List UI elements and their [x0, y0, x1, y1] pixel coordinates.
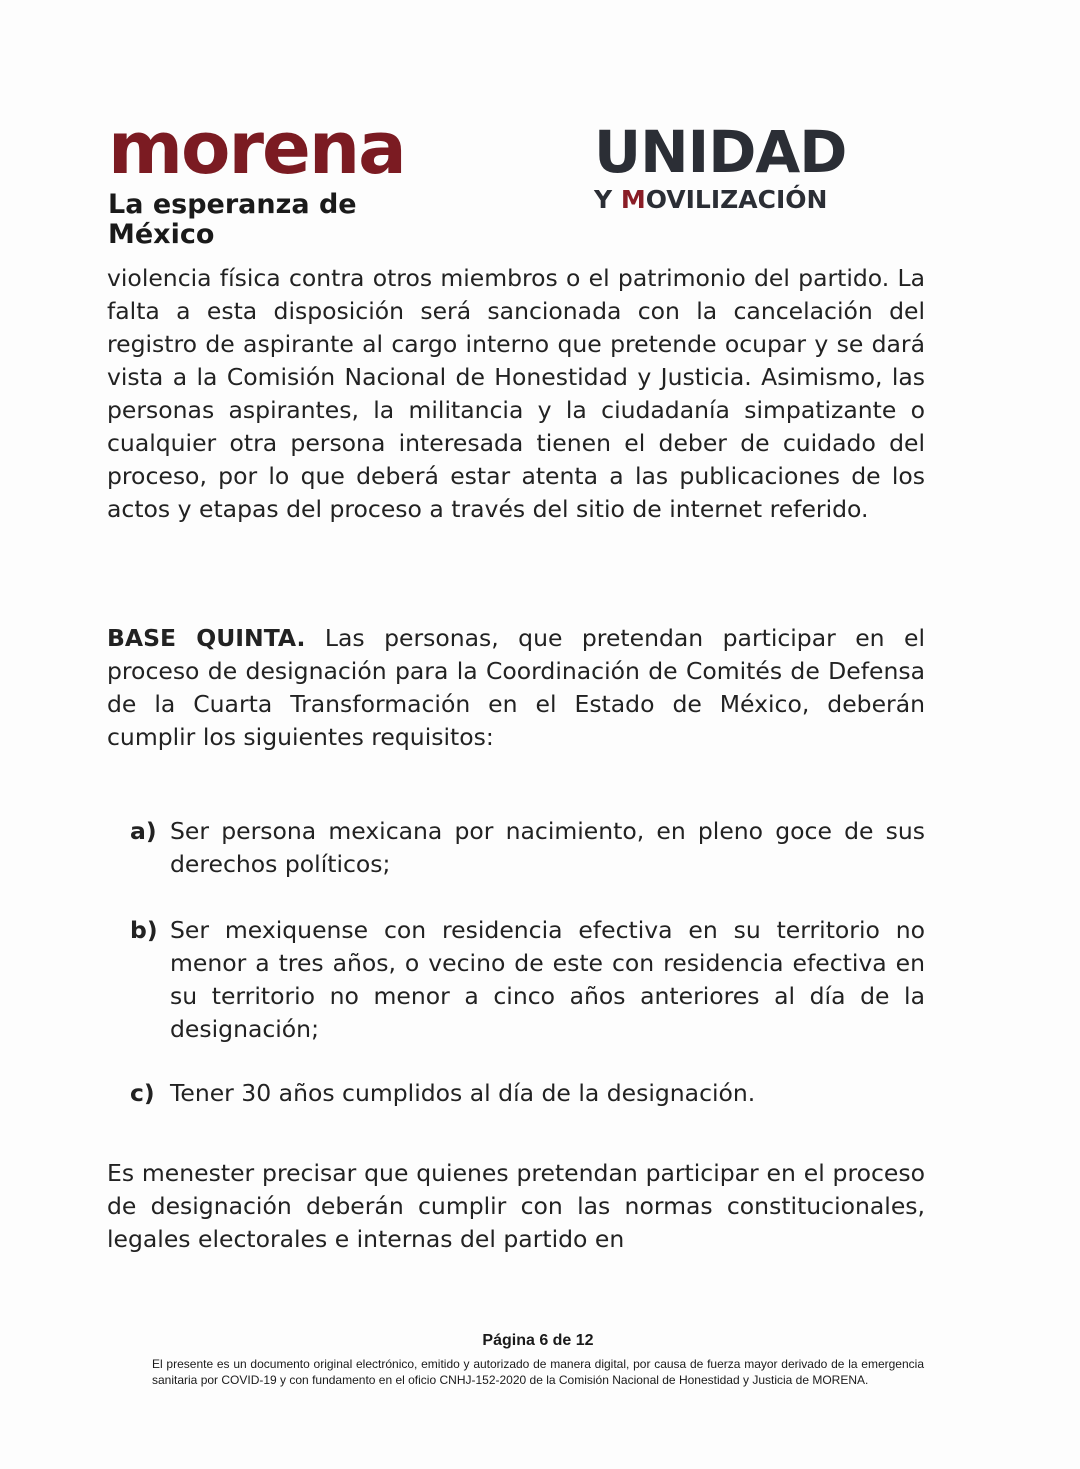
page-footer	[152, 1330, 924, 1388]
list-item	[130, 815, 925, 881]
morena-tagline: La esperanza de México	[108, 189, 357, 250]
list-item-marker: b)	[130, 916, 158, 944]
movilizacion-rest: OVILIZACIÓN	[645, 185, 828, 214]
list-item-marker: a)	[130, 817, 157, 845]
closing-paragraph: Es menester precisar que quienes pretendan participar en el proceso de designación deberán cumplir con las normas constitucionales, legales electorales e internas del partido en	[107, 1159, 925, 1253]
movilizacion-prefix: Y	[594, 185, 621, 214]
unidad-movilizacion-logo	[594, 118, 884, 214]
continuation-paragraph: violencia física contra otros miembros o el patrimonio del partido. La falta a esta disposición será sancionada con la cancelación del registro de aspirante al cargo interno que pretende ocupar y se dará vista a la Comisión Nacional de Honestidad y Justicia. Asimismo, las personas aspirantes, la militancia y la ciudadanía simpatizante o cualquier otra persona interesada tienen el deber de cuidado del proceso, por lo que deberá estar atenta a las publicaciones de los actos y etapas del proceso a través del sitio de internet referido.	[107, 264, 925, 523]
footer-disclaimer: El presente es un documento original electrónico, emitido y autorizado de manera digital, por causa de fuerza mayor derivado de la emergencia sanitaria por COVID-19 y con fundamento en el oficio CNHJ-152-2020 de la Comisión Nacional de Honestidad y Justicia de MORENA.	[152, 1357, 924, 1387]
base-quinta-paragraph	[107, 622, 925, 754]
unidad-text: UNIDAD	[594, 118, 847, 186]
base-quinta-heading: BASE QUINTA.	[107, 624, 306, 652]
morena-logo	[108, 106, 468, 250]
movilizacion-text	[594, 186, 884, 214]
morena-wordmark: morena	[108, 106, 405, 190]
list-item	[130, 914, 925, 1046]
list-item-marker: c)	[130, 1079, 155, 1107]
base-quinta-text: Las personas, que pretendan participar en el proceso de designación para la Coordinación de Comités de Defensa de la Cuarta Transformación en el Estado de México, deberán cumplir los siguientes requisitos:	[107, 624, 925, 751]
list-item-text: Ser mexiquense con residencia efectiva en su territorio no menor a tres años, o vecino de este con residencia efectiva en su territorio no menor a cinco años anteriores al día de la designación;	[170, 916, 925, 1043]
list-item-text: Tener 30 años cumplidos al día de la designación.	[170, 1079, 756, 1107]
page-number: Página 6 de 12	[482, 1332, 594, 1349]
list-item	[130, 1077, 925, 1110]
list-item-text: Ser persona mexicana por nacimiento, en pleno goce de sus derechos políticos;	[170, 817, 925, 878]
movilizacion-accent-letter: M	[620, 185, 646, 214]
